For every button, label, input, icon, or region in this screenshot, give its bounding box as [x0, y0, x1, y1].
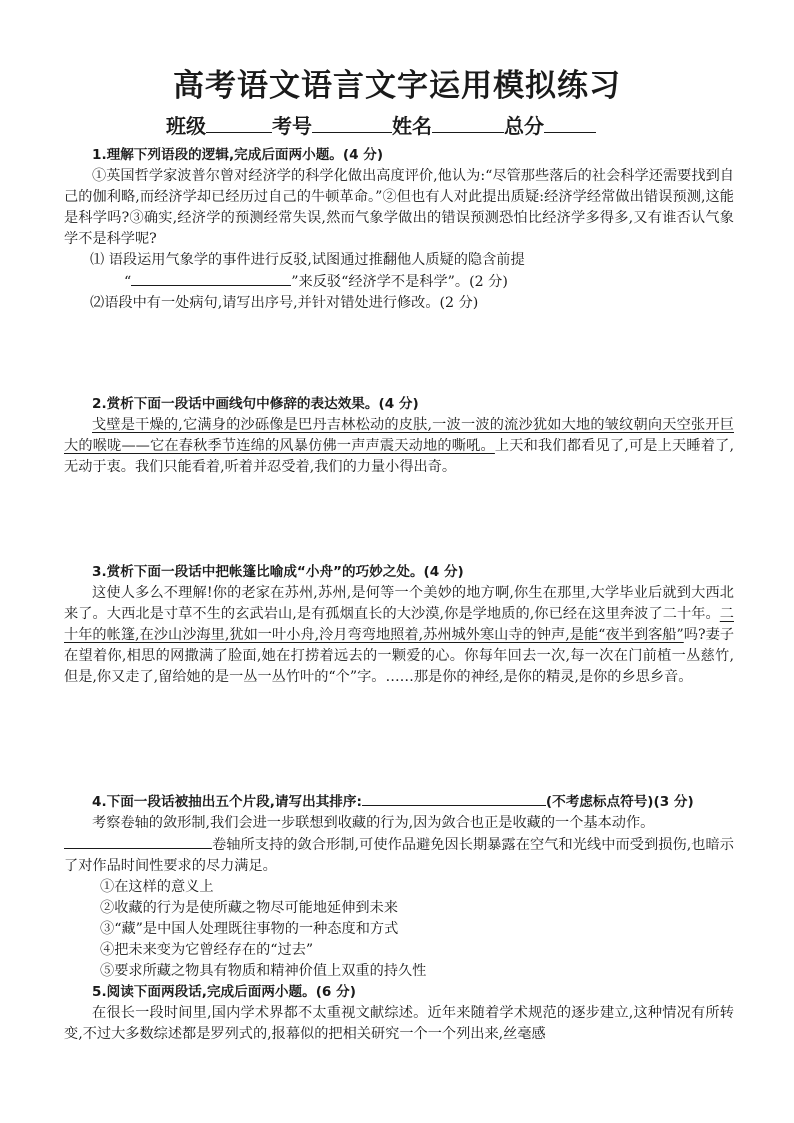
name-label: 姓名: [392, 114, 432, 138]
option-item: ④把未来变为它曾经存在的“过去”: [100, 942, 314, 958]
option-item: ②收藏的行为是使所藏之物尽可能地延伸到未来: [100, 900, 398, 916]
name-field[interactable]: [432, 114, 504, 133]
question-1-heading: 1.理解下列语段的逻辑,完成后面两小题。(4 分): [92, 147, 384, 163]
heading-text: 4.下面一段话被抽出五个片段,请写出其排序:: [92, 794, 362, 810]
class-field[interactable]: [206, 114, 272, 133]
question-1-passage: ①英国哲学家波普尔曾对经济学的科学化做出高度评价,他认为:“尽管那些落后的社会科学还需要找到自己的伽利略,而经济学却已经历过自己的牛顿革命。”②但也有人对此提出质疑:经济学经常做出错误预测,这能是科学吗?③确实,经济学的预测经常失误,然而气象学做出的错误预测恐怕比经济学多得多,又有谁否认气象学不是科学呢?: [64, 168, 734, 247]
question-4: [64, 791, 734, 1045]
question-2-heading: 2.赏析下面一段话中画线句中修辞的表达效果。(4 分): [92, 396, 419, 412]
option-item: ③“藏”是中国人处理既往事物的一种态度和方式: [100, 921, 399, 937]
question-4-passage-b: [64, 834, 734, 877]
order-answer-blank[interactable]: [362, 791, 546, 806]
total-score-field[interactable]: [544, 114, 596, 133]
page-title: 高考语文语言文字运用模拟练习: [173, 68, 621, 104]
question-2: [64, 394, 734, 478]
passage-b-text: 卷轴所支持的敛合形制,可使作品避免因长期暴露在空气和光线中而受到损伤,也暗示了对作品时间性要求的尽力满足。: [64, 837, 734, 874]
passage-part-1: 这使人多么不理解!你的老家在苏州,苏州,是何等一个美妙的地方啊,你生在那里,大学毕业后就到大西北来了。大西北是寸草不生的玄武岩山,是有孤烟直长的大沙漠,你是学地质的,你已经在这里奔波了二十年。: [64, 585, 734, 622]
option-item: ①在这样的意义上: [100, 879, 214, 895]
total-score-label: 总分: [504, 114, 544, 138]
class-label: 班级: [166, 114, 206, 138]
heading-note: (不考虑标点符号)(3 分): [545, 794, 694, 810]
question-2-passage: [64, 415, 734, 478]
underlined-sentence: 二十年的帐篷,在沙山沙海里,犹如一叶小舟,泠月弯弯地照着,苏州城外寒山寺的钟声,是能“夜半到客船”: [64, 606, 734, 643]
passage-part-2: 吗?妻子在望着你,相思的网撒满了脸面,她在打捞着远去的一颗爱的心。你每年回去一次,每一次在门前植一丛慈竹,但是,你又走了,留给她的是一丛一丛竹叶的“个”字。……那是你的神经,是你的精灵,是你的乡思乡音。: [64, 627, 735, 685]
student-info-line: [166, 110, 596, 139]
open-quote: “: [124, 274, 132, 290]
question-1: [64, 145, 734, 314]
answer-blank[interactable]: [131, 271, 291, 286]
question-1-sub-1: ⑴ 语段运用气象学的事件进行反驳,试图通过推翻他人质疑的隐含前提: [90, 252, 525, 268]
question-5-passage: 在很长一段时间里,国内学术界都不太重视文献综述。近年来随着学术规范的逐步建立,这种情况有所转变,不过大多数综述都是罗列式的,报幕似的把相关研究一个一个列出来,丝毫感: [64, 1005, 734, 1042]
question-1-sub-1-blank-line: [64, 271, 734, 293]
sub-1-tail: ”来反驳“经济学不是科学”。(2 分): [291, 274, 508, 290]
exam-id-field[interactable]: [312, 114, 392, 133]
question-1-sub-2: ⑵语段中有一处病句,请写出序号,并针对错处进行修改。(2 分): [90, 295, 479, 311]
question-5-heading: 5.阅读下面两段话,完成后面两小题。(6 分): [92, 984, 356, 1000]
question-3-passage: [64, 583, 734, 688]
question-3-heading: 3.赏析下面一段话中把帐篷比喻成“小舟”的巧妙之处。(4 分): [92, 564, 464, 580]
question-3: [64, 562, 734, 688]
fill-blank[interactable]: [64, 834, 212, 849]
passage-rest: 上天和我们都看见了,可是上天睡着了,无动于衷。我们只能看着,听着并忍受着,我们的力量小得出奇。: [64, 438, 734, 475]
exam-id-label: 考号: [272, 114, 312, 138]
question-4-heading: [64, 791, 734, 813]
question-4-passage-a: 考察卷轴的敛形制,我们会进一步联想到收藏的行为,因为敛合也正是收藏的一个基本动作。: [92, 815, 655, 831]
underlined-sentence: 戈壁是干燥的,它满身的沙砾像是巴丹吉林松动的皮肤,一波一波的流沙犹如大地的皱纹朝向天空张开巨大的喉咙——它在春秋季节连绵的风暴仿佛一声声震天动地的嘶吼。: [64, 417, 734, 454]
option-item: ⑤要求所藏之物具有物质和精神价值上双重的持久性: [100, 963, 427, 979]
